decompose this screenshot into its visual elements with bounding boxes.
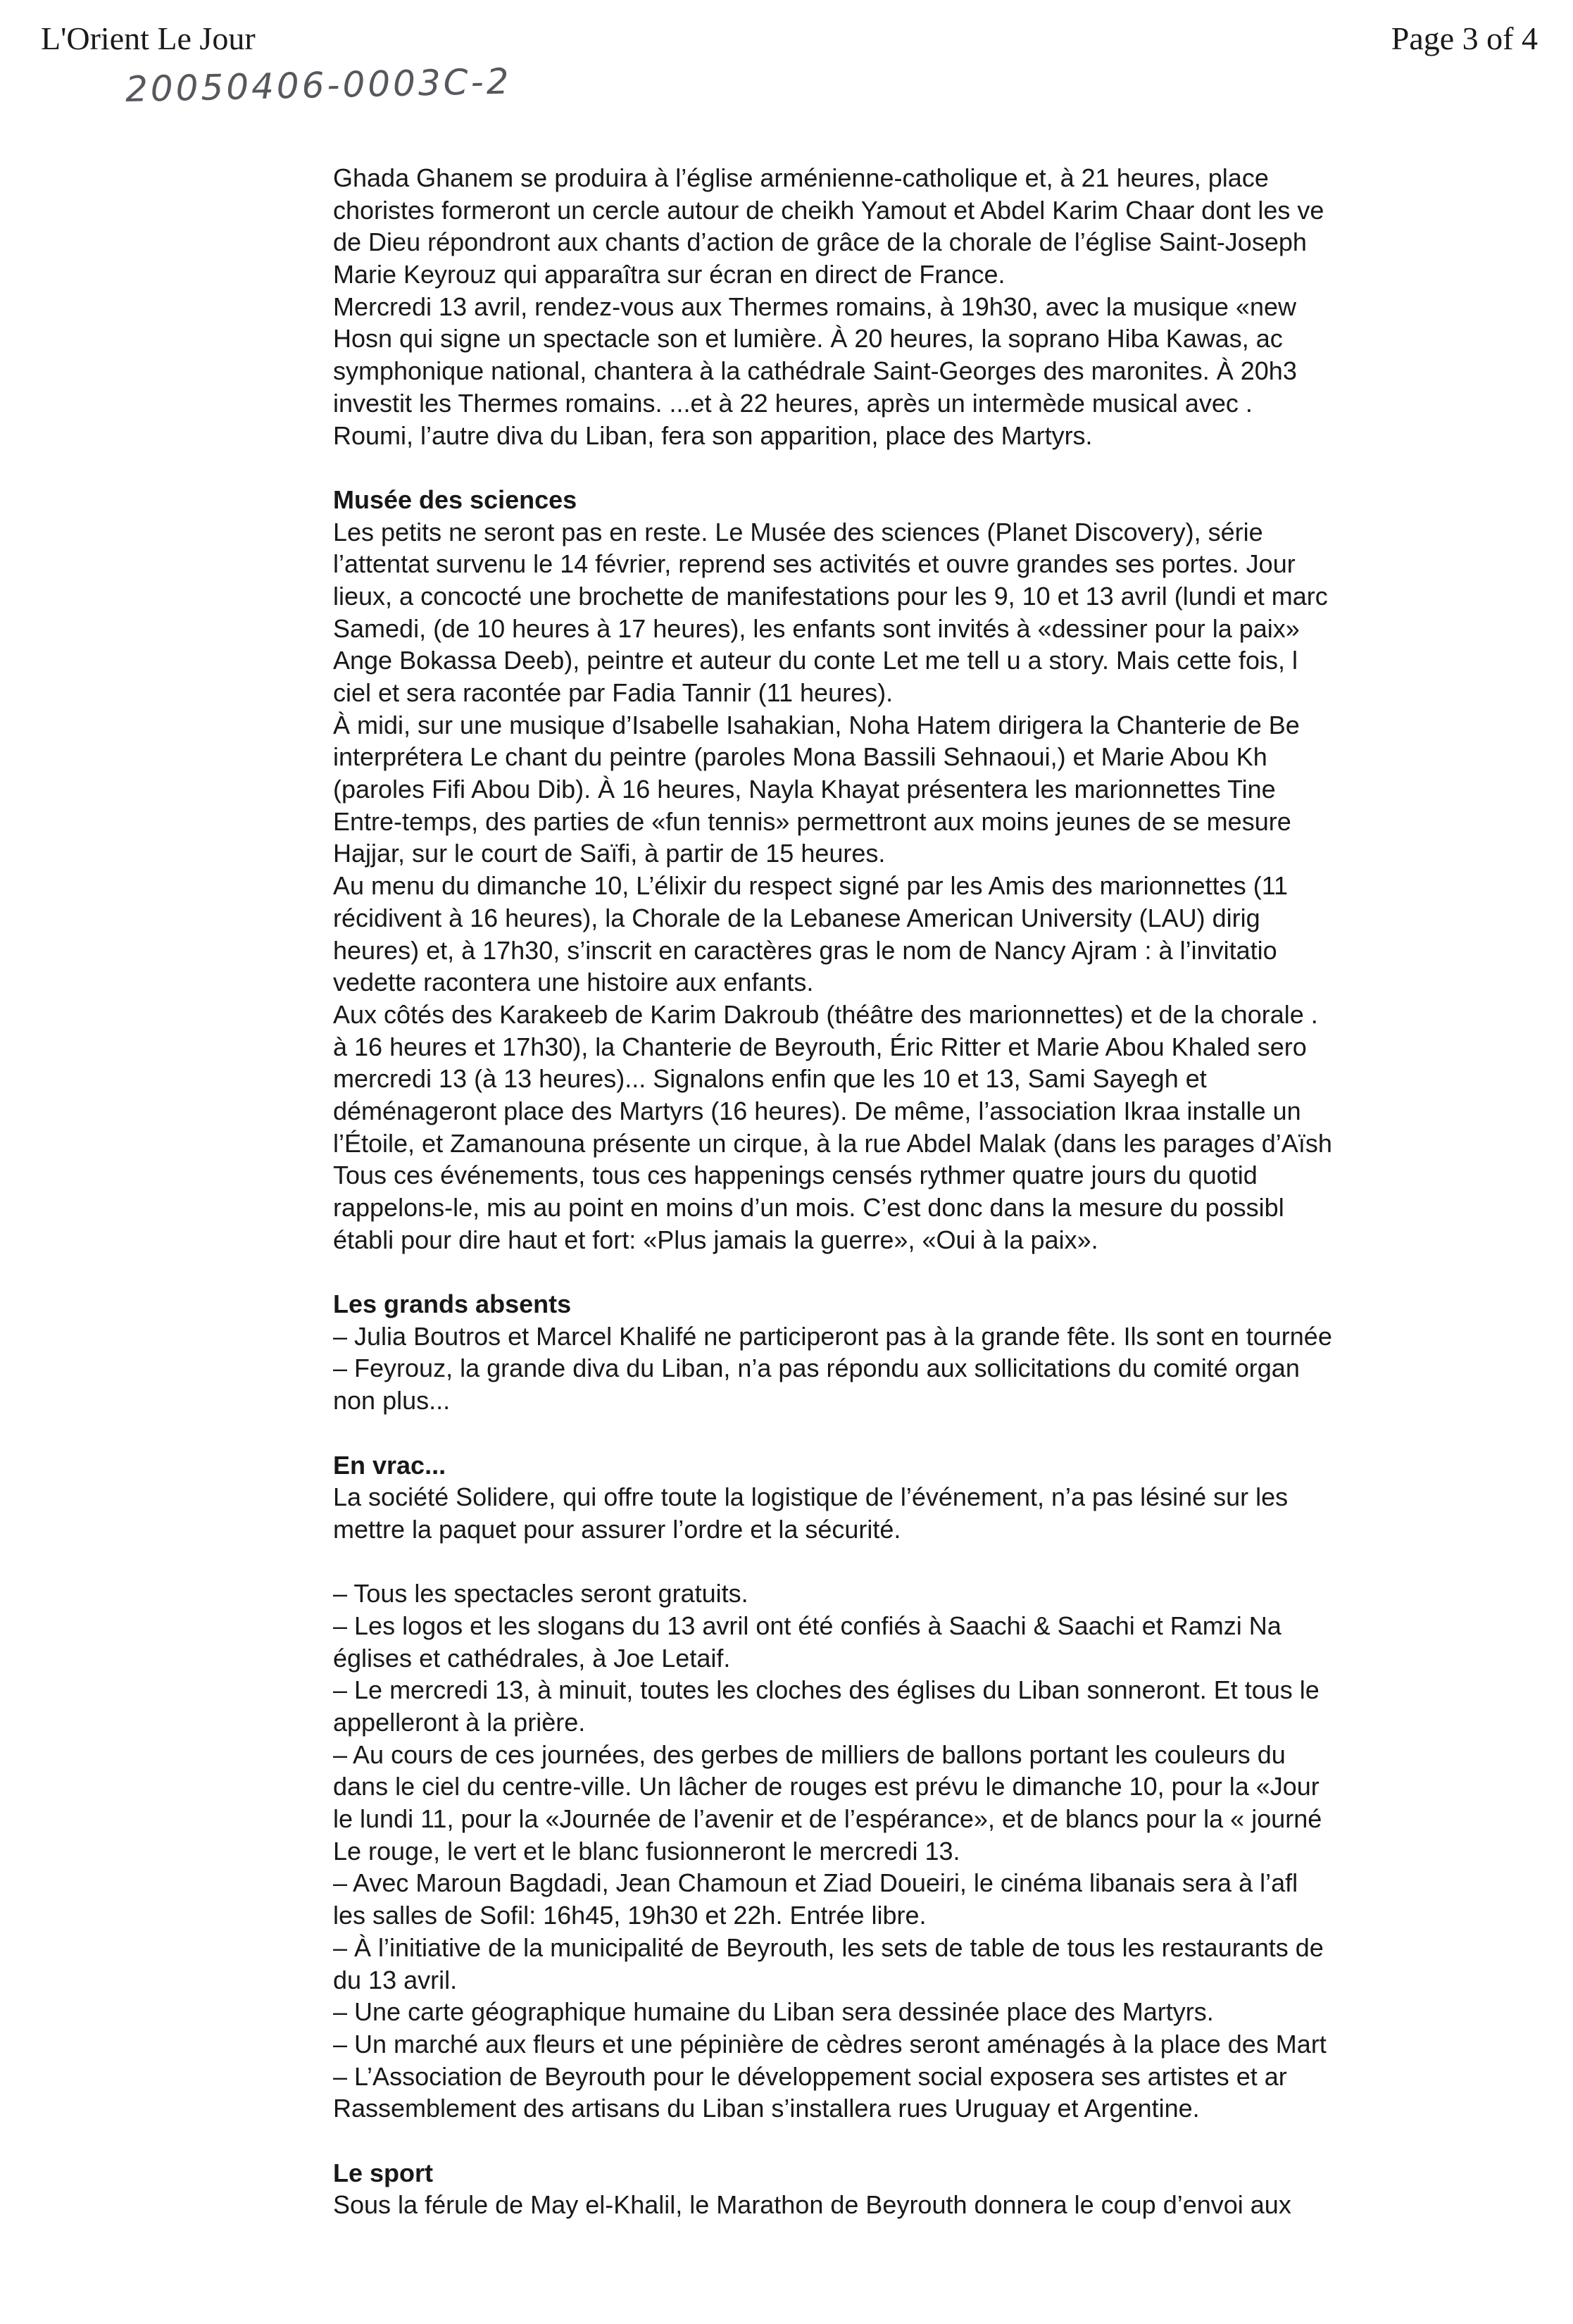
text-line: mercredi 13 (à 13 heures)... Signalons enfin que les 10 et 13, Sami Sayegh et <box>333 1064 1207 1094</box>
text-line: Samedi, (de 10 heures à 17 heures), les enfants sont invités à «dessiner pour la paix» <box>333 613 1300 643</box>
page-header <box>0 0 1573 110</box>
text-line: Hosn qui signe un spectacle son et lumière. À 20 heures, la soprano Hiba Kawas, ac <box>333 324 1283 354</box>
section-heading: Musée des sciences <box>333 485 577 514</box>
section-heading: En vrac... <box>333 1450 446 1480</box>
text-line: dans le ciel du centre-ville. Un lâcher de rouges est prévu le dimanche 10, pour la «Jour <box>333 1772 1320 1801</box>
text-line: investit les Thermes romains. ...et à 22 heures, après un intermède musical avec . <box>333 388 1253 418</box>
text-line: l’Étoile, et Zamanouna présente un cirque, à la rue Abdel Malak (dans les parages d’Aïsh <box>333 1128 1332 1158</box>
text-line: Mercredi 13 avril, rendez-vous aux Thermes romains, à 19h30, avec la musique «new <box>333 292 1296 321</box>
section-heading: Le sport <box>333 2158 434 2187</box>
text-line: – Une carte géographique humaine du Liban sera dessinée place des Martyrs. <box>333 1997 1214 2027</box>
text-line: l’attentat survenu le 14 février, reprend ses activités et ouvre grandes ses portes. Jour <box>333 549 1296 579</box>
section-heading: Les grands absents <box>333 1289 572 1319</box>
text-line: heures) et, à 17h30, s’inscrit en caractères gras le nom de Nancy Ajram : à l’invitatio <box>333 935 1277 965</box>
text-line: – Au cours de ces journées, des gerbes de milliers de ballons portant les couleurs du <box>333 1739 1286 1769</box>
text-line: Marie Keyrouz qui apparaîtra sur écran en direct de France. <box>333 260 1005 289</box>
text-line: À midi, sur une musique d’Isabelle Isahakian, Noha Hatem dirigera la Chanterie de Be <box>333 710 1300 739</box>
text-line: – Les logos et les slogans du 13 avril ont été confiés à Saachi & Saachi et Ramzi Na <box>333 1611 1281 1640</box>
text-line: Tous ces événements, tous ces happenings censés rythmer quatre jours du quotid <box>333 1161 1258 1190</box>
text-line: Au menu du dimanche 10, L’élixir du respect signé par les Amis des marionnettes (11 <box>333 871 1289 901</box>
text-line: Hajjar, sur le court de Saïfi, à partir de 15 heures. <box>333 839 886 868</box>
text-line: interprétera Le chant du peintre (paroles Mona Bassili Sehnaoui,) et Marie Abou Kh <box>333 742 1267 772</box>
paragraph-spacer <box>333 1256 1543 1288</box>
text-line: mettre la paquet pour assurer l’ordre et la sécurité. <box>333 1514 901 1544</box>
text-line: établi pour dire haut et fort: «Plus jamais la guerre», «Oui à la paix». <box>333 1225 1098 1254</box>
text-line: – Avec Maroun Bagdadi, Jean Chamoun et Ziad Doueiri, le cinéma libanais sera à l’afl <box>333 1868 1298 1898</box>
text-line: Ghada Ghanem se produira à l’église arménienne-catholique et, à 21 heures, place <box>333 163 1269 192</box>
text-line: églises et cathédrales, à Joe Letaif. <box>333 1643 731 1673</box>
text-line: Aux côtés des Karakeeb de Karim Dakroub (théâtre des marionnettes) et de la chorale . <box>333 999 1318 1029</box>
text-line: vedette racontera une histoire aux enfants. <box>333 968 814 997</box>
text-line: – Le mercredi 13, à minuit, toutes les cloches des églises du Liban sonneront. Et tous le <box>333 1675 1320 1705</box>
text-line: La société Solidere, qui offre toute la logistique de l’événement, n’a pas lésiné sur les <box>333 1482 1289 1512</box>
text-line: lieux, a concocté une brochette de manifestations pour les 9, 10 et 13 avril (lundi et marc <box>333 581 1328 611</box>
text-line: ciel et sera racontée par Fadia Tannir (11 heures). <box>333 678 894 707</box>
text-line: – L’Association de Beyrouth pour le développement social exposera ses artistes et ar <box>333 2061 1287 2091</box>
text-line: du 13 avril. <box>333 1965 458 1994</box>
text-line: Ange Bokassa Deeb), peintre et auteur du conte Let me tell u a story. Mais cette fois, l <box>333 646 1298 675</box>
text-line: – Tous les spectacles seront gratuits. <box>333 1579 748 1608</box>
text-line: de Dieu répondront aux chants d’action de grâce de la chorale de l’église Saint-Joseph <box>333 227 1307 257</box>
publication-name: L'Orient Le Jour <box>41 20 256 56</box>
text-line: appelleront à la prière. <box>333 1708 586 1737</box>
text-line: le lundi 11, pour la «Journée de l’avenir et de l’espérance», et de blancs pour la « journé <box>333 1804 1322 1834</box>
handwritten-archive-code: 20050406-0003C-2 <box>125 61 513 110</box>
text-line: – Feyrouz, la grande diva du Liban, n’a pas répondu aux sollicitations du comité organ <box>333 1354 1300 1383</box>
text-line: Les petits ne seront pas en reste. Le Musée des sciences (Planet Discovery), série <box>333 517 1263 546</box>
text-line: déménageront place des Martyrs (16 heures). De même, l’association Ikraa installe un <box>333 1096 1301 1125</box>
text-line: les salles de Sofil: 16h45, 19h30 et 22h. Entrée libre. <box>333 1901 927 1930</box>
text-line: choristes formeront un cercle autour de cheikh Yamout et Abdel Karim Chaar dont les ve <box>333 195 1324 225</box>
text-line: Le rouge, le vert et le blanc fusionneront le mercredi 13. <box>333 1836 960 1866</box>
text-line: – Un marché aux fleurs et une pépinière de cèdres seront aménagés à la place des Mart <box>333 2029 1327 2059</box>
text-line: à 16 heures et 17h30), la Chanterie de Beyrouth, Éric Ritter et Marie Abou Khaled sero <box>333 1032 1307 1061</box>
text-line: – Julia Boutros et Marcel Khalifé ne participeront pas à la grande fête. Ils sont en tournée <box>333 1321 1332 1351</box>
paragraph-spacer <box>333 1417 1543 1449</box>
text-line: (paroles Fifi Abou Dib). À 16 heures, Nayla Khayat présentera les marionnettes Tine <box>333 775 1276 804</box>
paragraph-spacer <box>333 1546 1543 1578</box>
paragraph-spacer <box>333 2125 1543 2157</box>
text-line: Roumi, l’autre diva du Liban, fera son apparition, place des Martyrs. <box>333 420 1093 450</box>
text-line: symphonique national, chantera à la cathédrale Saint-Georges des maronites. À 20h3 <box>333 356 1297 386</box>
article-body <box>333 162 1543 2310</box>
text-line: – À l’initiative de la municipalité de Beyrouth, les sets de table de tous les restaurants de <box>333 1932 1324 1962</box>
text-line: Entre-temps, des parties de «fun tennis» permettront aux moins jeunes de se mesure <box>333 806 1291 836</box>
text-line: Sous la férule de May el-Khalil, le Marathon de Beyrouth donnera le coup d’envoi aux <box>333 2190 1291 2220</box>
text-line: Rassemblement des artisans du Liban s’installera rues Uruguay et Argentine. <box>333 2094 1200 2123</box>
paragraph-spacer <box>333 451 1543 484</box>
page-number: Page 3 of 4 <box>1391 20 1538 56</box>
text-line: rappelons-le, mis au point en moins d’un mois. C’est donc dans la mesure du possibl <box>333 1193 1284 1222</box>
text-line: récidivent à 16 heures), la Chorale de la Lebanese American University (LAU) dirig <box>333 903 1260 932</box>
text-line: non plus... <box>333 1386 451 1416</box>
